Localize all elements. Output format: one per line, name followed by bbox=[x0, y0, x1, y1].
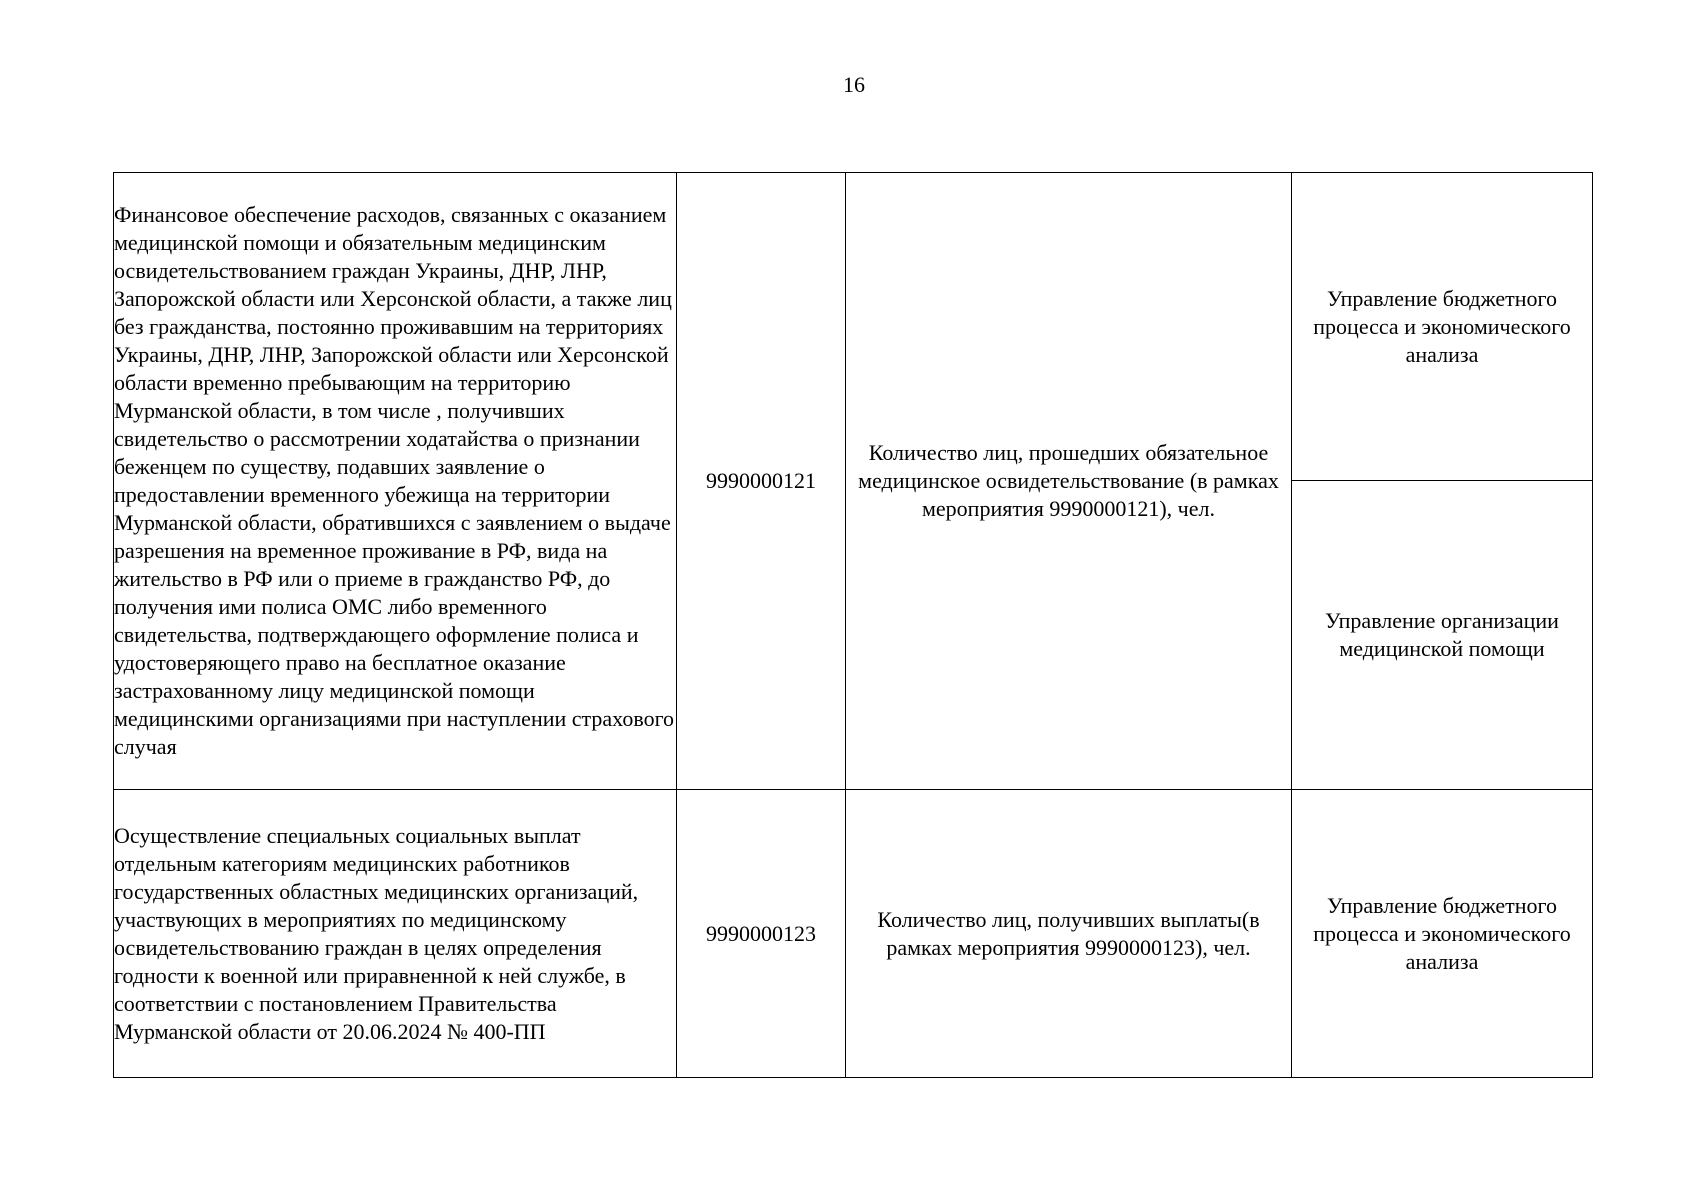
measures-table bbox=[113, 172, 1593, 1078]
measure-description-cell bbox=[114, 173, 677, 790]
measure-code: 9990000123 bbox=[706, 920, 816, 946]
department-name: Управление бюджетного процесса и экономического анализа bbox=[1313, 285, 1571, 367]
measure-description-cell bbox=[114, 790, 677, 1078]
measure-description: Осуществление специальных социальных выплат отдельным категориям медицинских работников государственных областных медицинских организаций, участвующих в мероприятиях по медицинскому освидетельствованию граждан в целях определения годности к военной или приравненной к ней службе, в соответствии с постановлением Правительства Мурманской области от 20.06.2024 № 400-ПП bbox=[114, 822, 639, 1044]
department-cell bbox=[1292, 790, 1593, 1078]
measure-code-cell bbox=[677, 173, 846, 790]
measure-code-cell bbox=[677, 790, 846, 1078]
indicator-cell bbox=[846, 173, 1292, 790]
measure-code: 9990000121 bbox=[706, 468, 816, 493]
measure-description: Финансовое обеспечение расходов, связанных с оказанием медицинской помощи и обязательным медицинским освидетельствованием граждан Украины, ДНР, ЛНР, Запорожской области или Херсонской области, а также лиц без гражданства, постоянно проживавшим на территориях Украины, ДНР, ЛНР, Запорожской области или Херсонской области временно пребывающим на территорию Мурманской области, в том числе , получивших свидетельство о рассмотрении ходатайства о признании беженцем по существу, подавших заявление о предоставлении временного убежища на территории Мурманской области, обратившихся с заявлением о выдаче разрешения на временное проживание в РФ, вида на жительство в РФ или о приеме в гражданство РФ, до получения ими полиса ОМС либо временного свидетельства, подтверждающего оформление полиса и удостоверяющего право на бесплатное оказание застрахованному лицу медицинской помощи медицинскими организациями при наступлении страхового случая bbox=[114, 202, 675, 759]
department-cell bbox=[1292, 481, 1593, 790]
department-name: Управление организации медицинской помощи bbox=[1325, 608, 1559, 661]
indicator-cell bbox=[846, 790, 1292, 1078]
department-cell bbox=[1292, 173, 1593, 481]
table-row bbox=[114, 790, 1593, 1078]
indicator-text: Количество лиц, прошедших обязательное медицинское освидетельствование (в рамках мероприятия 9990000121), чел. bbox=[858, 440, 1279, 521]
table-row bbox=[114, 173, 1593, 481]
indicator-text: Количество лиц, получивших выплаты(в рамках мероприятия 9990000123), чел. bbox=[877, 906, 1260, 960]
department-name: Управление бюджетного процесса и экономического анализа bbox=[1313, 892, 1571, 974]
page-number: 16 bbox=[843, 72, 865, 97]
